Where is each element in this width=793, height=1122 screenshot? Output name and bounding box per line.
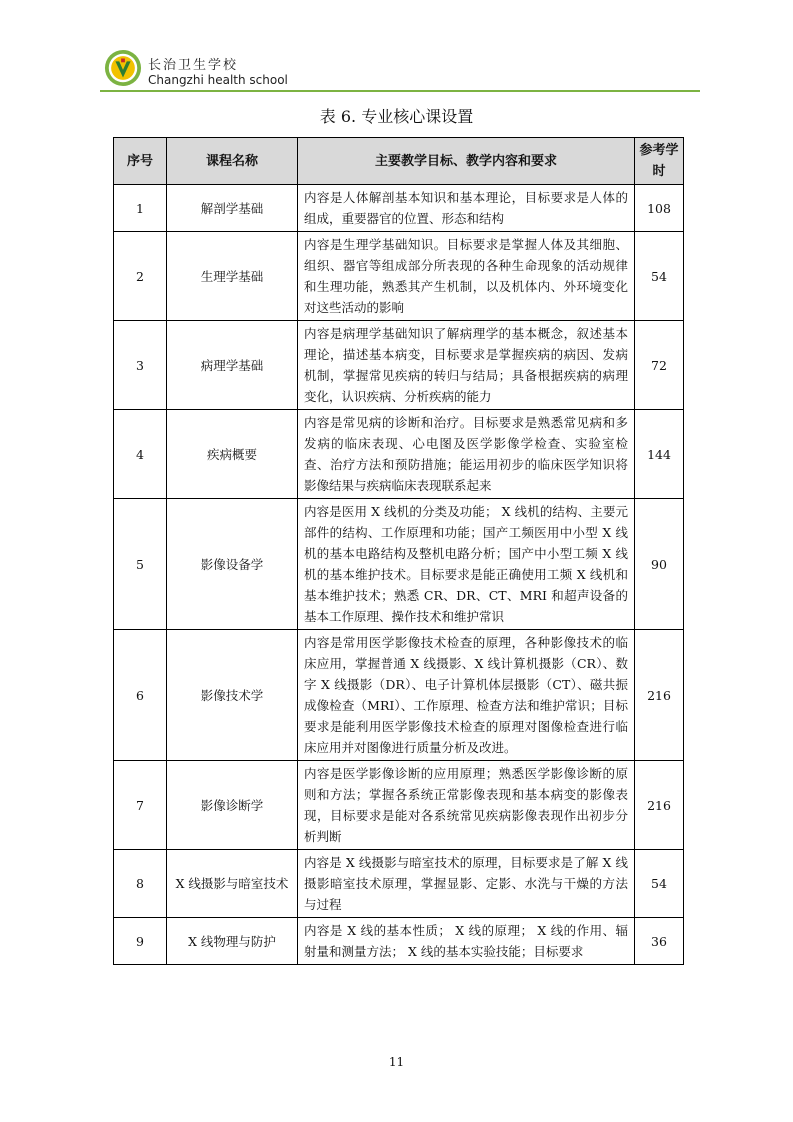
course-name: X 线摄影与暗室技术 xyxy=(167,850,298,918)
page-header xyxy=(100,44,700,94)
course-hours: 90 xyxy=(635,499,684,630)
header-no: 序号 xyxy=(114,138,167,185)
course-description: 内容是 X 线摄影与暗室技术的原理，目标要求是了解 X 线摄影暗室技术原理，掌握显影、定影、水洗与干燥的方法与过程 xyxy=(298,850,635,918)
course-description: 内容是人体解剖基本知识和基本理论，目标要求是人体的组成，重要器官的位置、形态和结构 xyxy=(298,185,635,232)
school-logo-icon xyxy=(104,49,142,87)
row-no: 6 xyxy=(114,630,167,761)
course-description: 内容是医用 X 线机的分类及功能； X 线机的结构、主要元部件的结构、工作原理和功能；国产工频医用中小型 X 线机的基本电路结构及整机电路分析；国产中小型工频 X 线机的基本维护技术。目标要求是能正确使用工频 X 线机和基本维护技术；熟悉 CR、DR、CT、MRI 和超声设备的基本工作原理、操作技术和维护常识 xyxy=(298,499,635,630)
row-no: 2 xyxy=(114,232,167,321)
table-row xyxy=(114,918,684,965)
table-row xyxy=(114,185,684,232)
course-hours: 216 xyxy=(635,630,684,761)
course-hours: 36 xyxy=(635,918,684,965)
school-name-chinese: 长治卫生学校 xyxy=(148,58,239,73)
table-row xyxy=(114,410,684,499)
course-name: 影像诊断学 xyxy=(167,761,298,850)
table-row xyxy=(114,232,684,321)
header-hours: 参考学时 xyxy=(635,138,684,185)
course-description: 内容是常用医学影像技术检查的原理，各种影像技术的临床应用，掌握普通 X 线摄影、X 线计算机摄影（CR）、数字 X 线摄影（DR）、电子计算机体层摄影（CT）、磁共振成像检查（MRI）、工作原理、检查方法和维护常识；目标要求是能利用医学影像技术检查的原理对图像检查进行临床应用并对图像进行质量分析及改进。 xyxy=(298,630,635,761)
table-row xyxy=(114,850,684,918)
course-hours: 108 xyxy=(635,185,684,232)
table-row xyxy=(114,321,684,410)
course-hours: 54 xyxy=(635,232,684,321)
course-hours: 216 xyxy=(635,761,684,850)
row-no: 3 xyxy=(114,321,167,410)
row-no: 1 xyxy=(114,185,167,232)
course-description: 内容是病理学基础知识了解病理学的基本概念，叙述基本理论，描述基本病变，目标要求是掌握疾病的病因、发病机制，掌握常见疾病的转归与结局；具备根据疾病的病理变化，认识疾病、分析疾病的能力 xyxy=(298,321,635,410)
header-objectives: 主要教学目标、教学内容和要求 xyxy=(298,138,635,185)
table-row xyxy=(114,761,684,850)
course-name: 疾病概要 xyxy=(167,410,298,499)
table-title: 表 6. 专业核心课设置 xyxy=(319,107,474,126)
course-hours: 72 xyxy=(635,321,684,410)
course-name: 影像技术学 xyxy=(167,630,298,761)
page-number: 11 xyxy=(388,1055,405,1069)
row-no: 5 xyxy=(114,499,167,630)
course-hours: 144 xyxy=(635,410,684,499)
table-row xyxy=(114,499,684,630)
course-name: 病理学基础 xyxy=(167,321,298,410)
course-hours: 54 xyxy=(635,850,684,918)
course-name: 生理学基础 xyxy=(167,232,298,321)
table-header-row xyxy=(114,138,684,185)
core-courses-table xyxy=(113,137,684,965)
course-name: 影像设备学 xyxy=(167,499,298,630)
header-course-name: 课程名称 xyxy=(167,138,298,185)
row-no: 8 xyxy=(114,850,167,918)
table-row xyxy=(114,630,684,761)
course-name: X 线物理与防护 xyxy=(167,918,298,965)
course-description: 内容是常见病的诊断和治疗。目标要求是熟悉常见病和多发病的临床表现、心电图及医学影像学检查、实验室检查、治疗方法和预防措施；能运用初步的临床医学知识将影像结果与疾病临床表现联系起来 xyxy=(298,410,635,499)
course-description: 内容是医学影像诊断的应用原理；熟悉医学影像诊断的原则和方法；掌握各系统正常影像表现和基本病变的影像表现，目标要求是能对各系统常见疾病影像表现作出初步分析判断 xyxy=(298,761,635,850)
school-name-english: Changzhi health school xyxy=(148,73,288,87)
course-description: 内容是生理学基础知识。目标要求是掌握人体及其细胞、组织、器官等组成部分所表现的各种生命现象的活动规律和生理功能，熟悉其产生机制，以及机体内、外环境变化对这些活动的影响 xyxy=(298,232,635,321)
row-no: 4 xyxy=(114,410,167,499)
header-divider xyxy=(100,90,700,92)
course-description: 内容是 X 线的基本性质； X 线的原理； X 线的作用、辐射量和测量方法； X 线的基本实验技能；目标要求 xyxy=(298,918,635,965)
row-no: 9 xyxy=(114,918,167,965)
row-no: 7 xyxy=(114,761,167,850)
course-name: 解剖学基础 xyxy=(167,185,298,232)
